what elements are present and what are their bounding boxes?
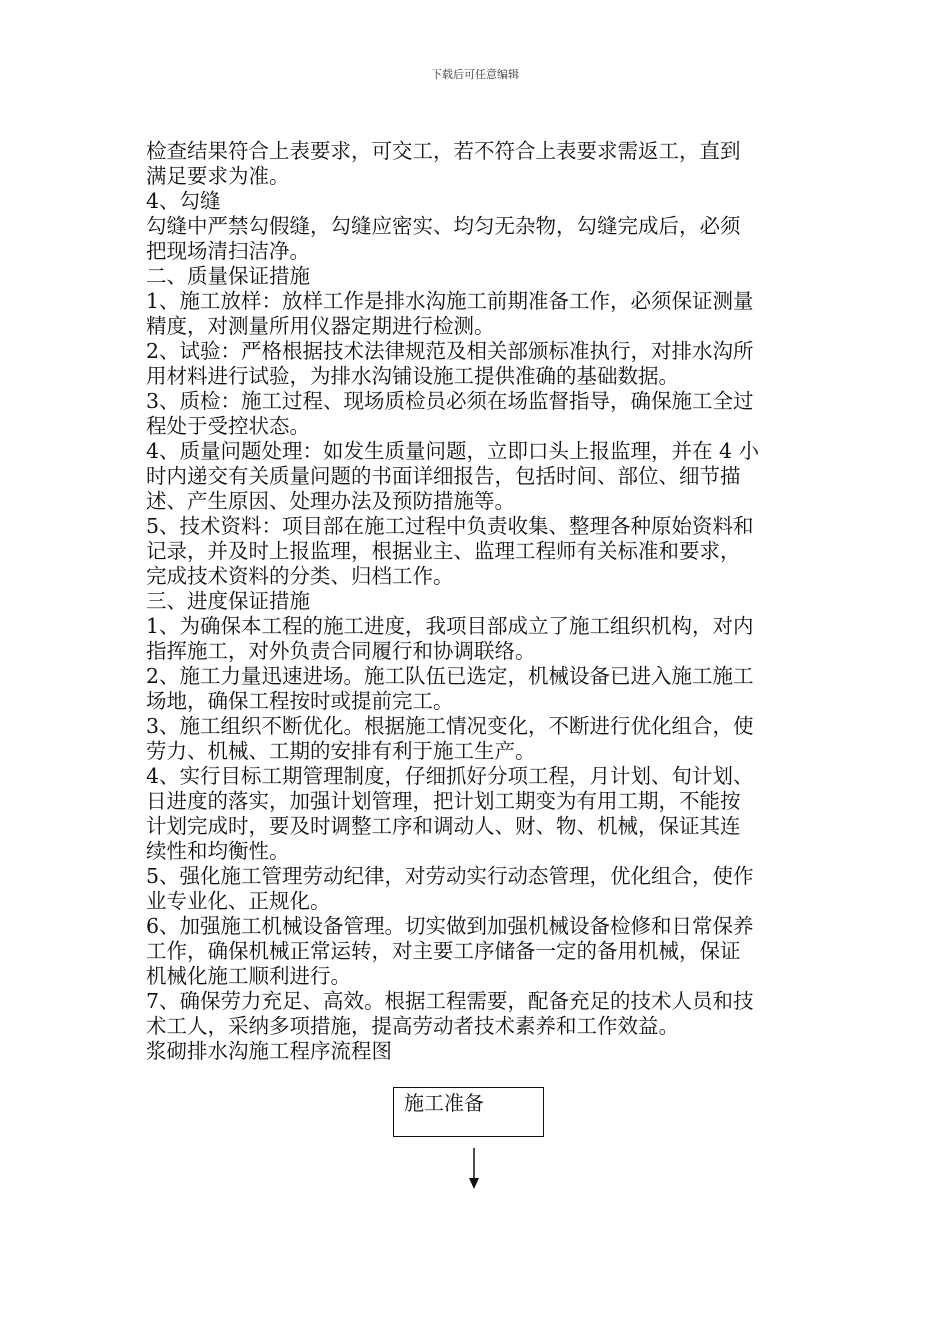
text-line: 指挥施工，对外负责合同履行和协调联络。 <box>146 639 536 663</box>
text-line: 精度，对测量所用仪器定期进行检测。 <box>146 314 495 338</box>
section-heading: 二、质量保证措施 <box>146 264 310 288</box>
text-line: 1、为确保本工程的施工进度，我项目部成立了施工组织机构，对内 <box>146 614 754 638</box>
down-arrow-icon <box>465 1148 483 1190</box>
text-line: 续性和均衡性。 <box>146 839 290 863</box>
flowchart-title: 浆砌排水沟施工程序流程图 <box>146 1039 392 1063</box>
text-line: 2、施工力量迅速进场。施工队伍已选定，机械设备已进入施工施工 <box>146 664 754 688</box>
text-line: 3、施工组织不断优化。根据施工情况变化，不断进行优化组合，使 <box>146 714 754 738</box>
text-line: 机械化施工顺利进行。 <box>146 964 351 988</box>
text-line: 完成技术资料的分类、归档工作。 <box>146 564 454 588</box>
page-header: 下载后可任意编辑 <box>431 68 519 81</box>
text-line: 检查结果符合上表要求，可交工，若不符合上表要求需返工，直到 <box>146 139 741 163</box>
text-line: 场地，确保工程按时或提前完工。 <box>146 689 454 713</box>
text-line: 业专业化、正规化。 <box>146 889 331 913</box>
text-line: 4、质量问题处理：如发生质量问题，立即口头上报监理，并在 4 小 <box>146 439 760 463</box>
flowchart-box-label: 施工准备 <box>404 1091 484 1115</box>
text-line: 5、强化施工管理劳动纪律，对劳动实行动态管理，优化组合，使作 <box>146 864 754 888</box>
text-line: 日进度的落实，加强计划管理，把计划工期变为有用工期，不能按 <box>146 789 741 813</box>
text-line: 6、加强施工机械设备管理。切实做到加强机械设备检修和日常保养 <box>146 914 754 938</box>
flowchart-box-preparation <box>393 1087 544 1137</box>
section-heading: 4、勾缝 <box>146 189 221 213</box>
text-line: 4、实行目标工期管理制度，仔细抓好分项工程，月计划、旬计划、 <box>146 764 754 788</box>
text-line: 工作，确保机械正常运转，对主要工序储备一定的备用机械，保证 <box>146 939 741 963</box>
text-line: 时内递交有关质量问题的书面详细报告，包括时间、部位、细节描 <box>146 464 741 488</box>
text-line: 用材料进行试验，为排水沟铺设施工提供准确的基础数据。 <box>146 364 679 388</box>
text-line: 劳力、机械、工期的安排有利于施工生产。 <box>146 739 536 763</box>
text-line: 把现场清扫洁净。 <box>146 239 310 263</box>
text-line: 术工人，采纳多项措施，提高劳动者技术素养和工作效益。 <box>146 1014 679 1038</box>
text-line: 2、试验：严格根据技术法律规范及相关部颁标准执行，对排水沟所 <box>146 339 754 363</box>
text-line: 5、技术资料：项目部在施工过程中负责收集、整理各种原始资料和 <box>146 514 754 538</box>
section-heading: 三、进度保证措施 <box>146 589 310 613</box>
text-line: 记录，并及时上报监理，根据业主、监理工程师有关标准和要求， <box>146 539 741 563</box>
text-line: 述、产生原因、处理办法及预防措施等。 <box>146 489 515 513</box>
document-body <box>146 139 826 1064</box>
text-line: 程处于受控状态。 <box>146 414 310 438</box>
text-line: 1、施工放样：放样工作是排水沟施工前期准备工作，必须保证测量 <box>146 289 754 313</box>
text-line: 3、质检：施工过程、现场质检员必须在场监督指导，确保施工全过 <box>146 389 754 413</box>
text-line: 计划完成时，要及时调整工序和调动人、财、物、机械，保证其连 <box>146 814 741 838</box>
text-line: 7、确保劳力充足、高效。根据工程需要，配备充足的技术人员和技 <box>146 989 754 1013</box>
text-line: 勾缝中严禁勾假缝，勾缝应密实、均匀无杂物，勾缝完成后，必须 <box>146 214 741 238</box>
text-line: 满足要求为准。 <box>146 164 290 188</box>
